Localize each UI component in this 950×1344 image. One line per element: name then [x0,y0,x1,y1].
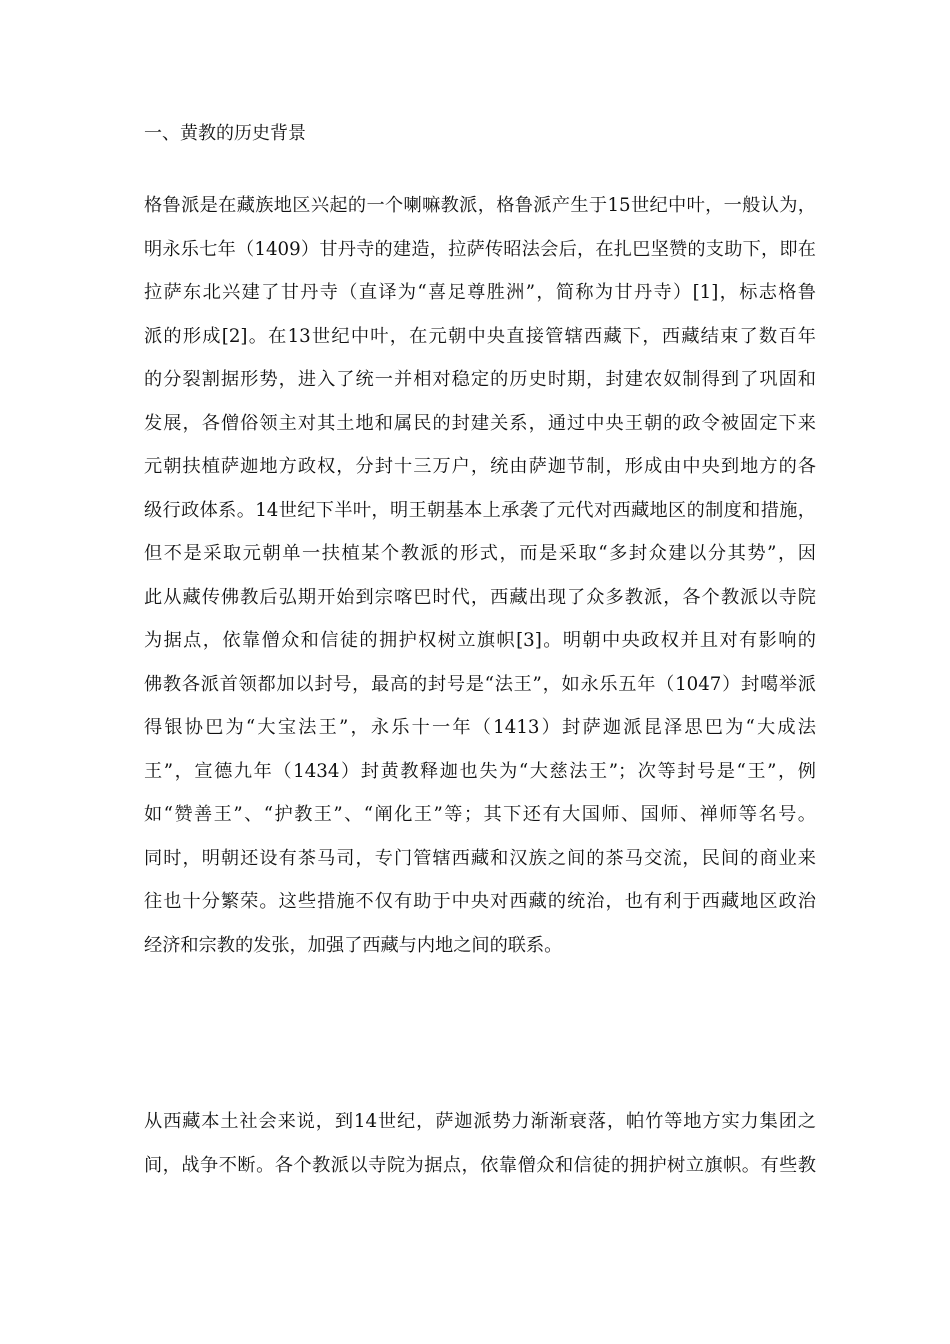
text-line: 如“赞善王”、“护教王”、“阐化王”等；其下还有大国师、国师、禅师等名号。 [144,804,816,825]
text-line: 发展，各僧俗领主对其土地和属民的封建关系，通过中央王朝的政令被固定下来 [144,412,816,434]
text-line: 但不是采取元朝单一扶植某个教派的形式，而是采取“多封众建以分其势”，因 [144,543,816,564]
text-line: 为据点，依靠僧众和信徒的拥护权树立旗帜[3]。明朝中央政权并且对有影响的 [144,630,816,651]
text-line: 派的形成[2]。在13世纪中叶，在元朝中央直接管辖西藏下，西藏结束了数百年 [144,325,816,347]
text-line: 王”，宣德九年（1434）封黄教释迦也失为“大慈法王”；次等封号是“王”，例 [144,760,816,782]
text-line: 往也十分繁荣。这些措施不仅有助于中央对西藏的统治，也有利于西藏地区政治 [144,891,816,912]
text-line: 的分裂割据形势，进入了统一并相对稳定的历史时期，封建农奴制得到了巩固和 [144,369,816,390]
text-line: 经济和宗教的发张，加强了西藏与内地之间的联系。 [144,934,563,956]
paragraph-1 [144,184,816,967]
text-line: 此从藏传佛教后弘期开始到宗喀巴时代，西藏出现了众多教派，各个教派以寺院 [144,586,816,608]
text-line: 得银协巴为“大宝法王”，永乐十一年（1413）封萨迦派昆泽思巴为“大成法 [144,717,816,738]
text-line: 元朝扶植萨迦地方政权，分封十三万户，统由萨迦节制，形成由中央到地方的各 [144,456,816,477]
text-line: 格鲁派是在藏族地区兴起的一个喇嘛教派，格鲁派产生于15世纪中叶，一般认为， [144,195,816,216]
text-line: 同时，明朝还设有茶马司，专门管辖西藏和汉族之间的茶马交流，民间的商业来 [144,847,816,869]
paragraph-2 [144,1100,816,1187]
text-line: 拉萨东北兴建了甘丹寺（直译为“喜足尊胜洲”，简称为甘丹寺）[1]，标志格鲁 [144,282,816,303]
section-heading: 一、黄教的历史背景 [144,123,306,144]
text-line: 间，战争不断。各个教派以寺院为据点，依靠僧众和信徒的拥护树立旗帜。有些教 [144,1154,816,1176]
text-line: 级行政体系。14世纪下半叶，明王朝基本上承袭了元代对西藏地区的制度和措施， [144,499,816,521]
text-line: 明永乐七年（1409）甘丹寺的建造，拉萨传昭法会后，在扎巴坚赞的支助下，即在 [144,238,816,260]
text-line: 从西藏本土社会来说，到14世纪，萨迦派势力渐渐衰落，帕竹等地方实力集团之 [144,1111,816,1132]
text-line: 佛教各派首领都加以封号，最高的封号是“法王”，如永乐五年（1047）封噶举派 [144,673,816,695]
